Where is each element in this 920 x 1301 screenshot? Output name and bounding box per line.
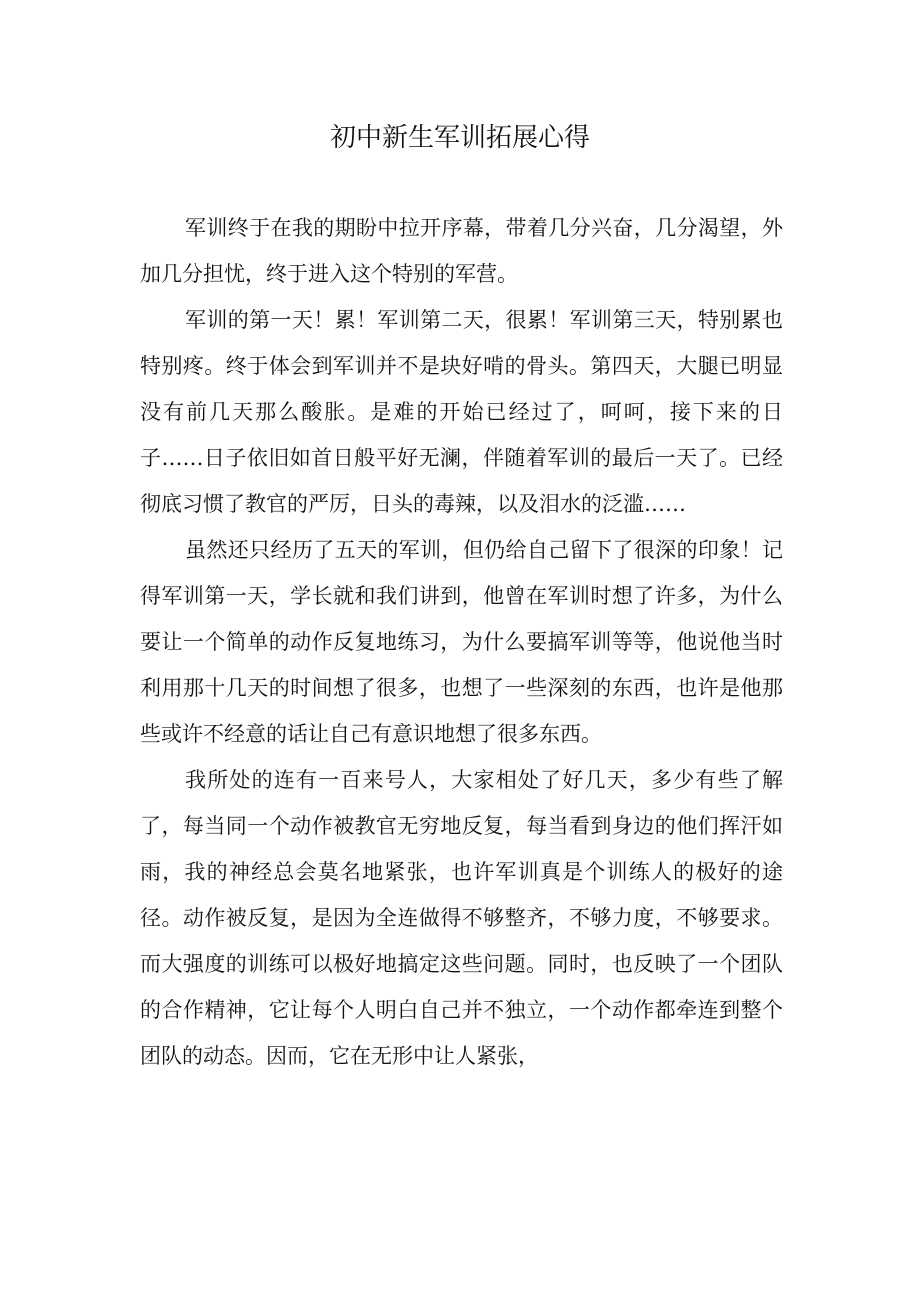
paragraph-4: 我所处的连有一百来号人，大家相处了好几天，多少有些了解了，每当同一个动作被教官无穷地反复，每当看到身边的他们挥汗如雨，我的神经总会莫名地紧张，也许军训真是个训练人的极好的途径。动作被反复，是因为全连做得不够整齐，不够力度，不够要求。而大强度的训练可以极好地搞定这些问题。同时，也反映了一个团队的合作精神，它让每个人明白自己并不独立，一个动作都牵连到整个团队的动态。因而，它在无形中让人紧张，: [140, 768, 783, 1068]
document-body: [140, 205, 783, 1079]
paragraph-3: 虽然还只经历了五天的军训，但仍给自己留下了很深的印象！记得军训第一天，学长就和我们讲到，他曾在军训时想了许多，为什么要让一个简单的动作反复地练习，为什么要搞军训等等，他说他当时利用那十几天的时间想了很多，也想了一些深刻的东西，也许是他那些或许不经意的话让自己有意识地想了很多东西。: [140, 538, 783, 746]
document-title: 初中新生军训拓展心得: [329, 123, 590, 153]
paragraph-2: 军训的第一天！累！军训第二天，很累！军训第三天，特别累也特别疼。终于体会到军训并不是块好啃的骨头。第四天，大腿已明显没有前几天那么酸胀。是难的开始已经过了，呵呵，接下来的日子……日子依旧如首日般平好无澜，伴随着军训的最后一天了。已经彻底习惯了教官的严厉，日头的毒辣，以及泪水的泛滥……: [140, 308, 783, 516]
paragraph-1: 军训终于在我的期盼中拉开序幕，带着几分兴奋，几分渴望，外加几分担忧，终于进入这个特别的军营。: [140, 216, 783, 286]
